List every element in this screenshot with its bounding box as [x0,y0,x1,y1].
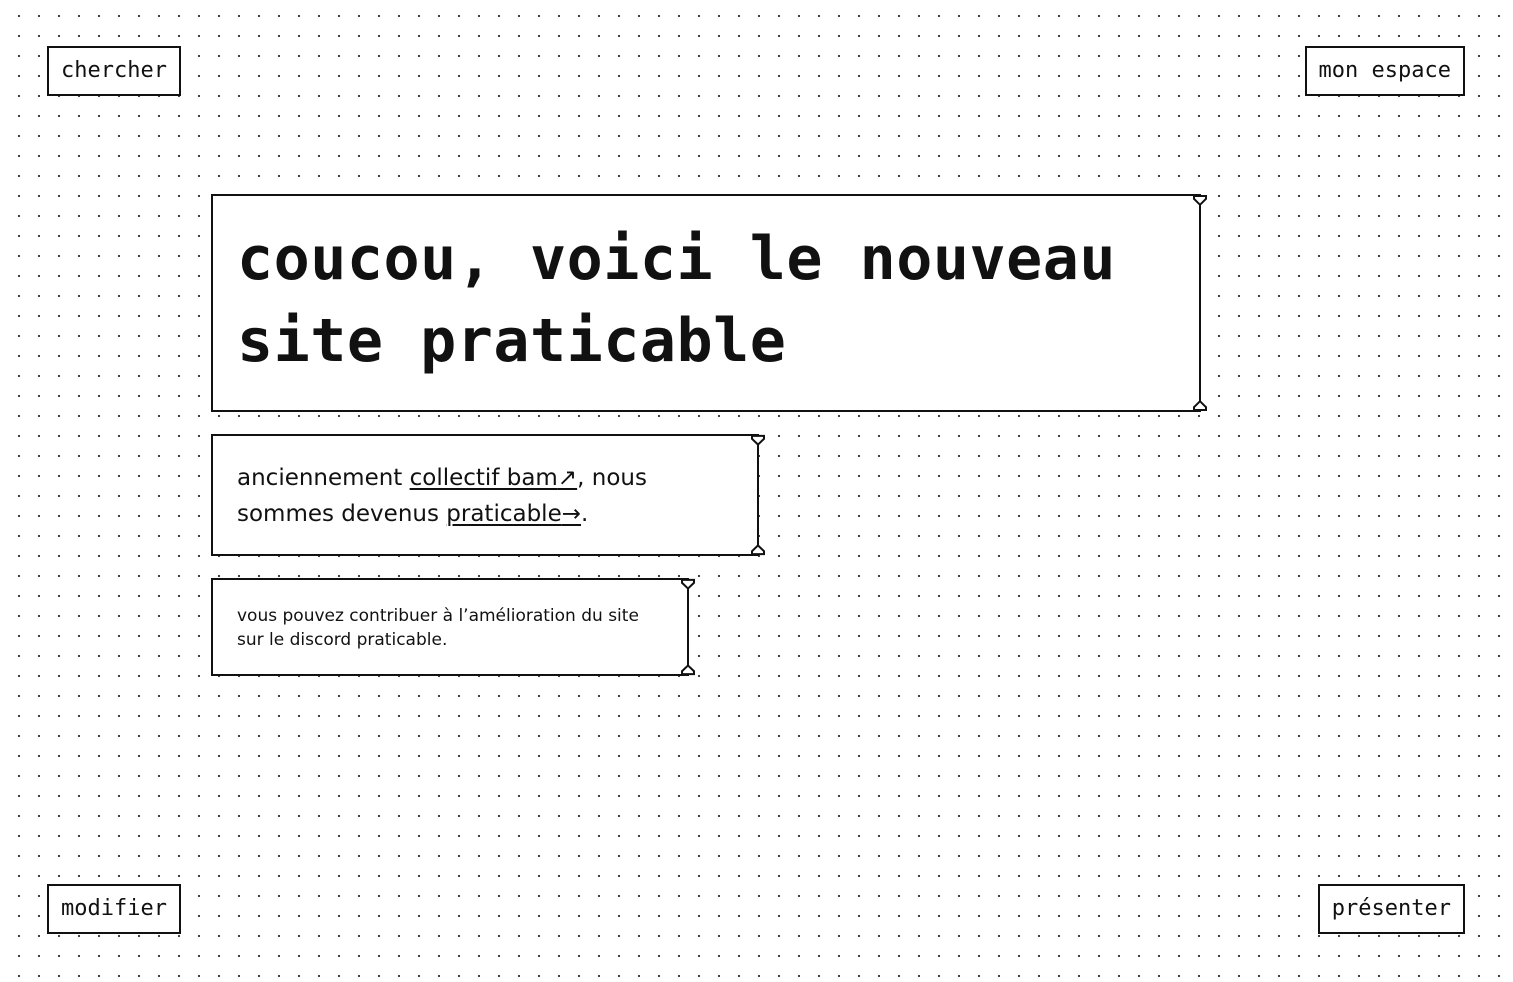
search-button[interactable]: chercher [47,46,181,96]
hero-card [211,194,1201,412]
collectif-bam-link-label: collectif bam [409,465,558,491]
intro-prefix: anciennement [237,465,410,491]
resize-handle[interactable] [750,433,766,557]
discord-note-card [211,578,689,676]
arrow-up-right-icon: ↗ [557,465,578,491]
intro-middle: , nous sommes devenus [237,465,647,527]
resize-handle-icon [750,433,766,557]
intro-suffix: . [581,501,589,527]
intro-text [237,460,737,532]
page-title: coucou, voici le nouveau site praticable [237,224,1116,376]
edit-button[interactable]: modifier [47,884,181,934]
resize-handle-icon [680,577,696,677]
praticable-link[interactable] [446,501,581,527]
present-button[interactable]: présenter [1318,884,1465,934]
collectif-bam-link[interactable] [410,465,578,491]
praticable-link-label: praticable [446,501,562,527]
arrow-right-icon: → [561,501,582,527]
resize-handle-icon [1192,193,1208,413]
discord-note-text: vous pouvez contribuer à l’amélioration du site sur le discord praticable. [237,606,639,650]
resize-handle[interactable] [1192,193,1208,413]
resize-handle[interactable] [680,577,696,677]
my-space-button[interactable]: mon espace [1305,46,1465,96]
intro-card [211,434,759,556]
